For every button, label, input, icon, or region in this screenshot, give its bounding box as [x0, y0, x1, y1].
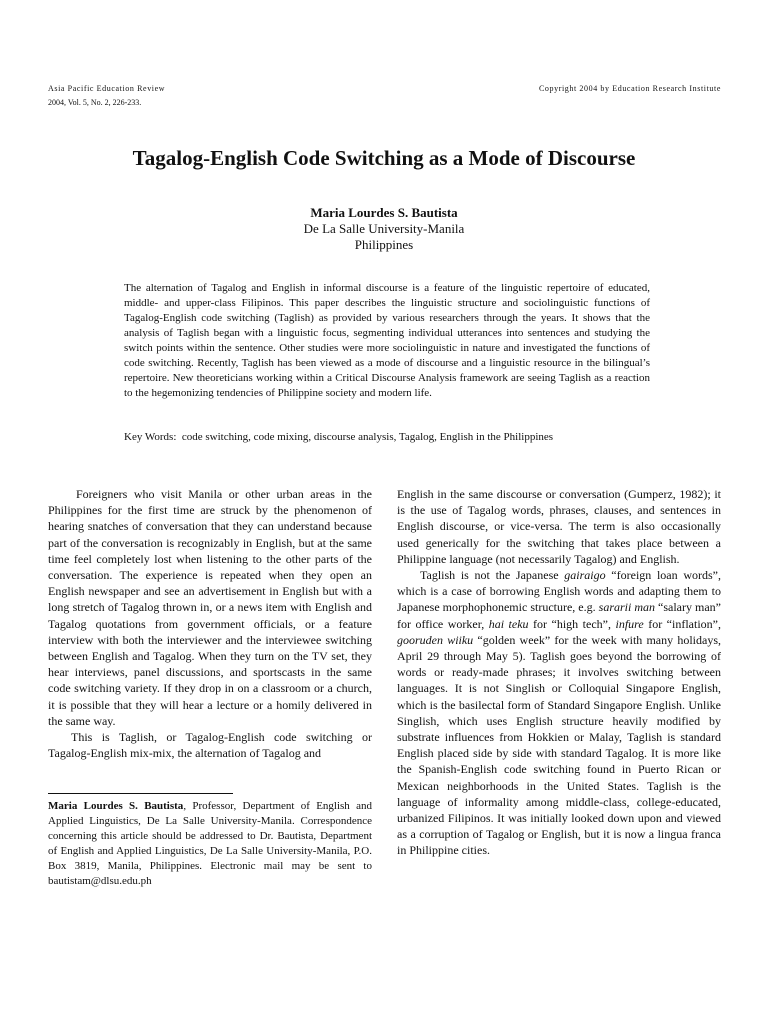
- footnote-author-name: Maria Lourdes S. Bautista: [48, 800, 184, 812]
- running-header-left: [48, 82, 165, 110]
- text-run: for “inflation”,: [643, 616, 721, 631]
- term-gooruden-wiiku: gooruden wiiku: [397, 632, 474, 647]
- journal-name: Asia Pacific Education Review: [48, 84, 166, 93]
- keywords-label: Key Words:: [124, 431, 177, 443]
- author-affiliation: De La Salle University-Manila: [303, 221, 465, 236]
- body-paragraph: Foreigners who visit Manila or other urban areas in the Philippines for the first time are struck by the phenomenon of hearing snatches of conversation that they can understand because part of the conversation is recognizably in English, but at the same time feel completely lost when listening to the other parts of the conversation. The experience is repeated when they open an English newspaper and see an advertisement in English but with a long stretch of Tagalog thrown in, or a news item with English and Tagalog quotations from government officials, or a feature interview with both the interviewer and the interviewee switching between English and Tagalog. When they turn on the TV set, they hear interviews, panel discussions, and sportscasts in the same code switching variety. If they drop in on a classroom or a church, it is possible that they will hear a lecture or a homily delivered in the same way.: [48, 487, 372, 728]
- text-run: “golden week” for the week with many holidays, April 29 through May 5). Taglish goes beyond the borrowing of words or ready-made phrases; it involves switching between languages. It is not Singlish or Colloquial Singapore English, which is the basilectal form of Standard Singapore English. Unlike Singlish, which uses English structure heavily modified by substrate influences from Hokkien or Malay, Taglish is standard English placed side by side with standard Tagalog. It is more like the Spanish-English code switching found in Puerto Rican or Mexican neighborhoods in the United States. Taglish is the language of informality among middle-class, college-educated, urbanized Filipinos. It was initially looked down upon and viewed as a corruption of Tagalog or English, but it is now a lingua franca in Philippine cities.: [397, 632, 721, 858]
- term-sararii-man: sararii man: [598, 600, 656, 615]
- left-column: [48, 486, 372, 761]
- body-paragraph: [397, 567, 721, 859]
- term-hai-teku: hai teku: [488, 616, 529, 631]
- abstract: The alternation of Tagalog and English in informal discourse is a feature of the linguistic repertoire of educated, middle- and upper-class Filipinos. This paper describes the linguistic structure and sociolinguistic functions of Tagalog-English code switching (Taglish) as provided by various researchers through the years. It shows that the analysis of Taglish began with a linguistic focus, segmenting individual utterances into sentences and studying the switch points within the sentence. Other studies were more sociolinguistic in nature and investigated the functions of code switching. Recently, Taglish has been viewed as a mode of discourse and a linguistic resource in the bilingual’s repertoire. New theoreticians working within a Critical Discourse Analysis framework are seeing Taglish as a reaction to the hegemonizing tendencies of Philippine society and modern life.: [124, 282, 650, 399]
- text-run: for “high tech”,: [528, 616, 616, 631]
- text-run: “foreign loan words”, which is a case of borrowing English words and adapting them to Japanese morphophonemic structure, e.g.: [397, 568, 721, 615]
- journal-volume: 2004, Vol. 5, No. 2, 226-233.: [48, 98, 142, 107]
- body-paragraph: English in the same discourse or conversation (Gumperz, 1982); it is the use of Tagalog words, phrases, clauses, and sentences in English discourse, or vice-versa. The term is also occasionally used generically for the switching that takes place between a Philippine language (not necessarily Tagalog) and English.: [397, 487, 721, 566]
- author-block: [0, 205, 768, 253]
- footnote-divider: [48, 793, 233, 794]
- text-run: Taglish is not the Japanese: [420, 568, 565, 583]
- author-name: Maria Lourdes S. Bautista: [310, 205, 458, 220]
- paper-title: Tagalog-English Code Switching as a Mode of Discourse: [132, 146, 636, 170]
- author-country: Philippines: [354, 237, 414, 252]
- term-infure: infure: [615, 616, 644, 631]
- body-paragraph: This is Taglish, or Tagalog-English code switching or Tagalog-English mix-mix, the alternation of Tagalog and: [48, 730, 372, 761]
- term-gairaigo: gairaigo: [564, 568, 606, 583]
- copyright-notice: Copyright 2004 by Education Research Institute: [538, 84, 721, 93]
- right-column: [397, 486, 721, 859]
- author-footnote: [48, 799, 372, 889]
- footnote-text: , Professor, Department of English and Applied Linguistics, De La Salle University-Manila. Correspondence concerning this article should be addressed to Dr. Bautista, Department of English and Applied Linguistics, De La Salle University-Manila, P.O. Box 3819, Manila, Philippines. Electronic mail may be sent to bautistam@dlsu.edu.ph: [48, 800, 372, 887]
- keywords: [124, 430, 684, 445]
- keywords-text: code switching, code mixing, discourse analysis, Tagalog, English in the Philippines: [181, 431, 554, 443]
- text-run: “salary man” for office worker,: [397, 600, 722, 631]
